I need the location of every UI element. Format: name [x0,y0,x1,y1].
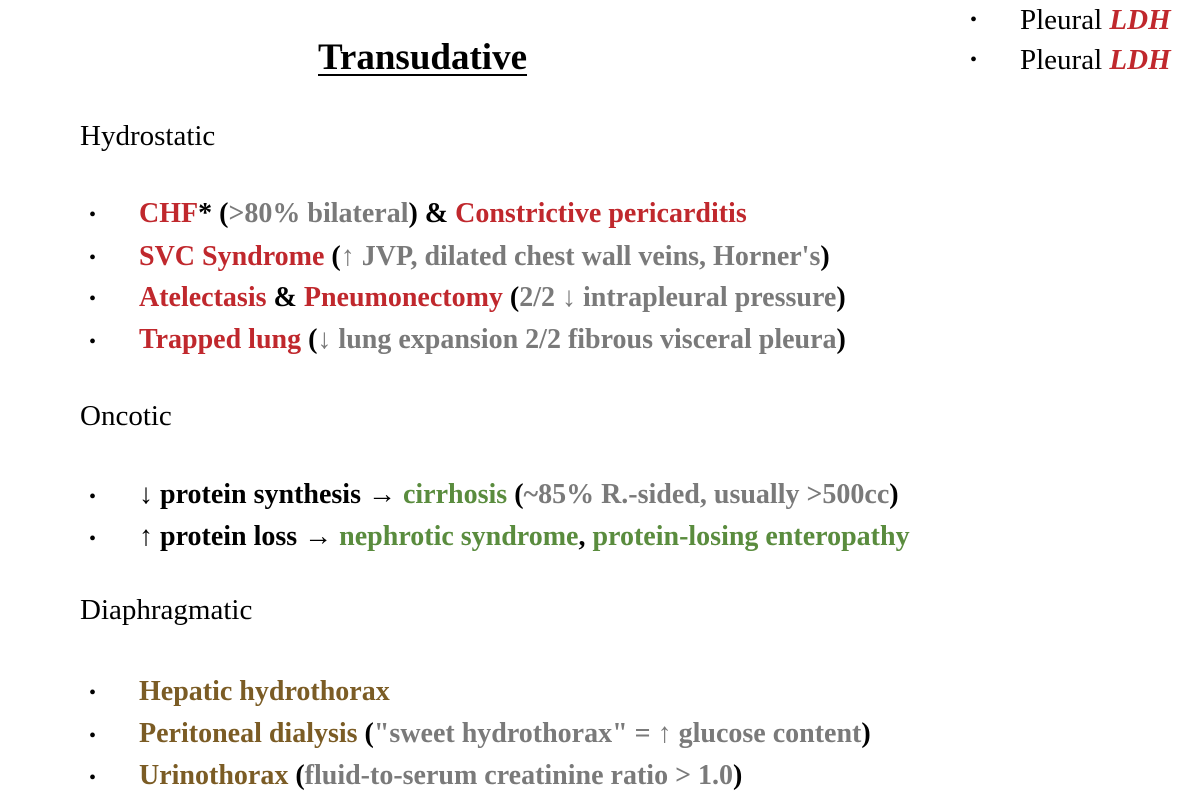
list-item: ↓ protein synthesis → cirrhosis (~85% R.-sided, usually >500cc) [139,479,899,510]
list-item: • Pleural LDH [970,0,1171,40]
bullet: • [89,486,97,508]
bullet: • [89,528,97,550]
section-heading-hydrostatic: Hydrostatic [80,120,216,152]
list-item: CHF* (>80% bilateral) & Constrictive pericarditis [139,198,747,229]
section-heading-oncotic: Oncotic [80,400,172,432]
bullet: • [89,767,97,789]
list-item: SVC Syndrome (↑ JVP, dilated chest wall veins, Horner's) [139,241,830,272]
bullet: • [89,682,97,704]
bullet: • [89,288,97,310]
list-item: Trapped lung (↓ lung expansion 2/2 fibrous visceral pleura) [139,324,846,355]
list-item: ↑ protein loss → nephrotic syndrome, protein-losing enteropathy [139,521,910,552]
bullet: • [89,331,97,353]
list-item: • Pleural LDH [970,40,1171,80]
page-title: Transudative [318,37,528,78]
top-right-list [970,0,1171,80]
list-item: Urinothorax (fluid-to-serum creatinine ratio > 1.0) [139,760,743,791]
section-heading-diaphragmatic: Diaphragmatic [80,594,253,626]
bullet: • [89,204,97,226]
bullet: • [89,725,97,747]
bullet: • [89,247,97,269]
list-item: Peritoneal dialysis ("sweet hydrothorax" = ↑ glucose content) [139,718,871,749]
list-item: Hepatic hydrothorax [139,676,390,707]
bullet: • [970,49,978,71]
list-item: Atelectasis & Pneumonectomy (2/2 ↓ intrapleural pressure) [139,282,846,313]
bullet: • [970,9,978,31]
